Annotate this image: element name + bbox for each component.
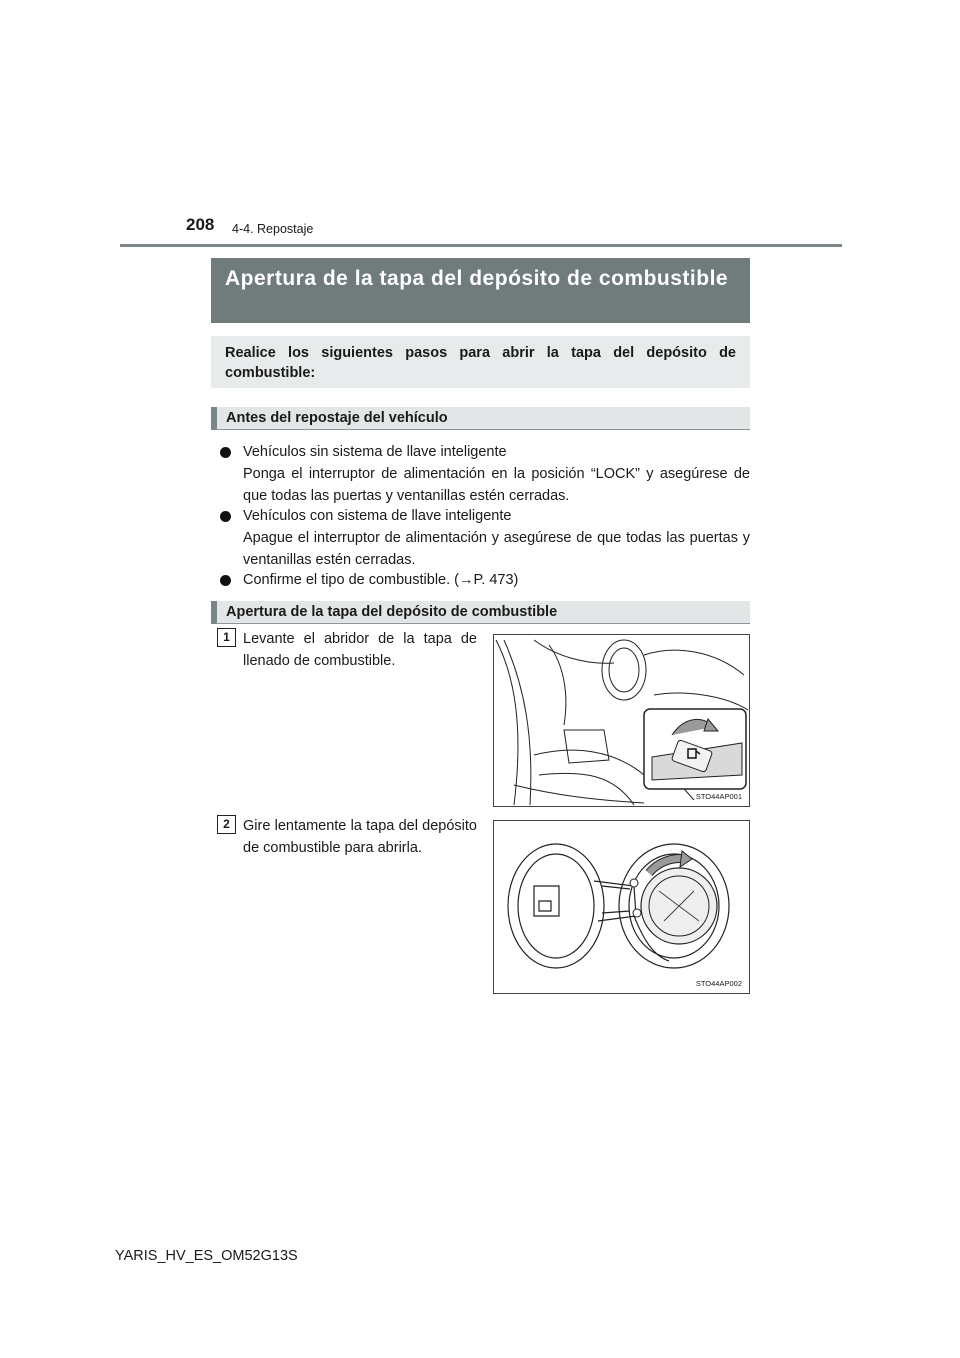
step-text: Gire lentamente la tapa del depósito de combustible para abrirla. (243, 818, 477, 856)
bullet-body: Apague el interruptor de alimentación y asegúrese de que todas las puertas y ventanillas estén cerradas. (243, 530, 750, 568)
step-number: 1 (217, 628, 236, 647)
header-rule (120, 244, 842, 247)
figure-fuel-cap (493, 820, 750, 994)
subsection-heading-before-refuel: Antes del repostaje del vehículo (211, 407, 750, 430)
step-number: 2 (217, 815, 236, 834)
list-item (220, 569, 750, 591)
figure-code: STO44AP002 (695, 979, 742, 988)
section-label: 4-4. Repostaje (232, 222, 314, 236)
page-number: 208 (186, 215, 215, 234)
document-footer: YARIS_HV_ES_OM52G13S (115, 1248, 298, 1264)
bullet-title: Confirme el tipo de combustible. (→P. 473) (243, 572, 519, 588)
bullet-title: Vehículos con sistema de llave inteligente (243, 508, 512, 524)
bullet-body: Ponga el interruptor de alimentación en la posición “LOCK” y asegúrese de que todas las puertas y ventanillas estén cerradas. (243, 466, 750, 504)
bullet-icon (220, 511, 231, 522)
list-item (220, 441, 750, 507)
page-title: Apertura de la tapa del depósito de combustible (211, 258, 750, 323)
bullet-icon (220, 447, 231, 458)
bullet-icon (220, 575, 231, 586)
bullet-title: Vehículos sin sistema de llave inteligente (243, 444, 507, 460)
fuel-cap-illustration (494, 821, 749, 993)
step-text: Levante el abridor de la tapa de llenado de combustible. (243, 631, 477, 669)
intro-text: Realice los siguientes pasos para abrir la tapa del depósito de combustible: (211, 336, 750, 388)
fuel-opener-illustration (494, 635, 749, 806)
figure-code: STO44AP001 (695, 792, 742, 801)
subsection-heading-opening: Apertura de la tapa del depósito de combustible (211, 601, 750, 624)
figure-fuel-opener (493, 634, 750, 807)
list-item (220, 505, 750, 571)
